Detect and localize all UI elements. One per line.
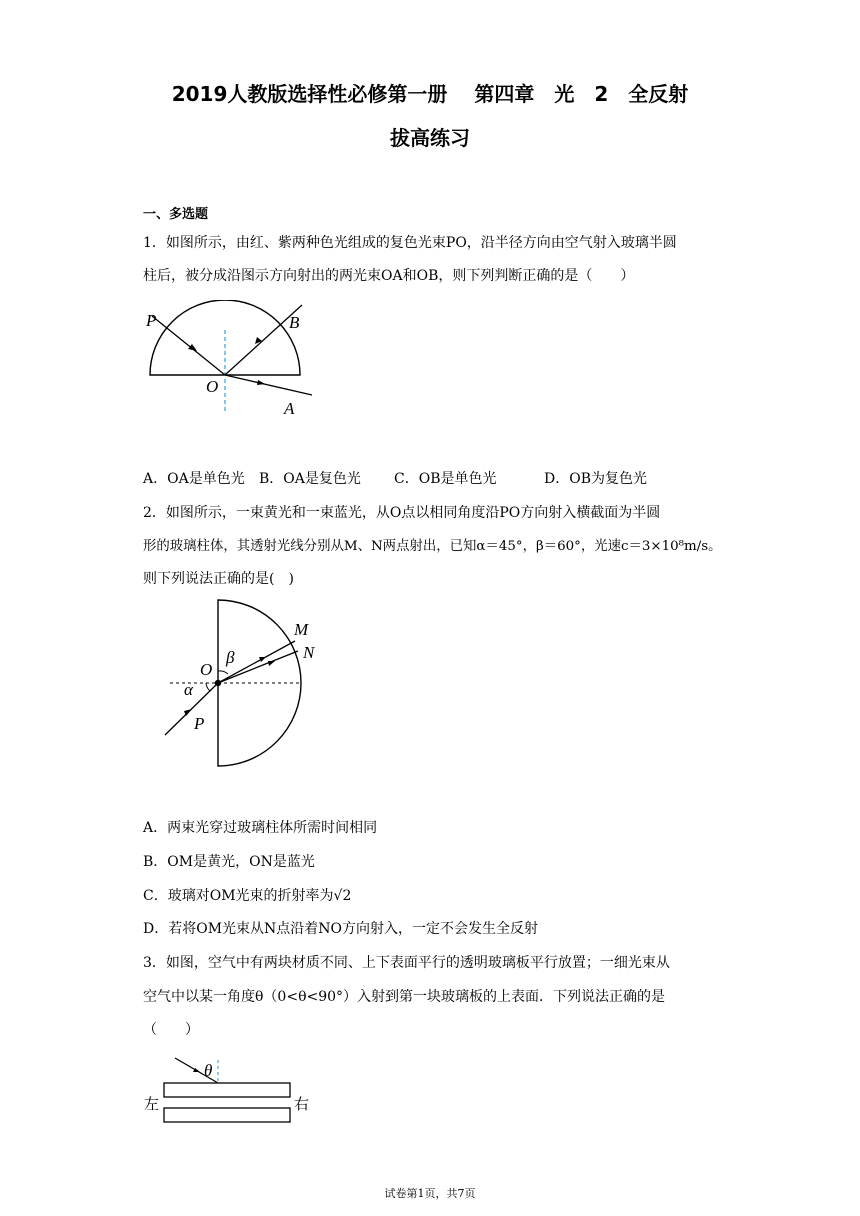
- q3-label-left: 左: [144, 1095, 160, 1113]
- q2-label-o: O: [200, 660, 213, 679]
- q2-figure: [160, 595, 320, 770]
- q2-label-alpha: α: [184, 680, 193, 699]
- q3-stem-line3: （ ）: [143, 1022, 199, 1038]
- document-title: 2019人教版选择性必修第一册 第四章 光 2 全反射: [171, 82, 689, 106]
- q3-plate-top: [164, 1083, 290, 1097]
- q3-label-right: 右: [294, 1095, 310, 1113]
- q1-option-a[interactable]: A．OA是单色光: [143, 471, 245, 487]
- page-footer: 试卷第1页，共7页: [384, 1187, 476, 1200]
- q2-option-c[interactable]: C．玻璃对OM光束的折射率为√2: [143, 888, 352, 904]
- q3-plate-bottom: [164, 1108, 290, 1122]
- section-heading: 一、多选题: [143, 207, 209, 222]
- q1-stem-line1: 1．如图所示，由红、紫两种色光组成的复色光束PO，沿半径方向由空气射入玻璃半圆: [143, 235, 677, 251]
- q1-options: [143, 468, 647, 488]
- q1-label-b: B: [289, 313, 300, 332]
- q1-stem-line2: 柱后，被分成沿图示方向射出的两光束OA和OB，则下列判断正确的是（ ）: [143, 268, 635, 284]
- q1-label-a: A: [284, 399, 295, 418]
- q2-option-a[interactable]: A．两束光穿过玻璃柱体所需时间相同: [143, 820, 378, 836]
- q3-stem-line1: 3．如图，空气中有两块材质不同、上下表面平行的透明玻璃板平行放置；一细光束从: [143, 955, 670, 971]
- document-subtitle: 拔高练习: [390, 126, 470, 150]
- q2-stem-line2: 形的玻璃柱体，其透射光线分别从M、N两点射出，已知α＝45°，β＝60°，光速c＝3×10⁸m/s。: [143, 539, 722, 554]
- q2-label-n: N: [303, 643, 315, 662]
- q3-figure: [140, 1050, 320, 1130]
- q2-stem-line1: 2．如图所示，一束黄光和一束蓝光，从O点以相同角度沿PO方向射入横截面为半圆: [143, 505, 661, 521]
- q3-stem-line2: 空气中以某一角度θ（0<θ<90°）入射到第一块玻璃板的上表面．下列说法正确的是: [143, 989, 666, 1005]
- q2-label-p: P: [194, 714, 205, 733]
- q1-option-c[interactable]: C．OB是单色光: [394, 471, 497, 487]
- q2-option-d[interactable]: D．若将OM光束从N点沿着NO方向射入，一定不会发生全反射: [143, 921, 539, 937]
- q2-label-beta: β: [226, 648, 235, 667]
- q2-stem-line3: 则下列说法正确的是( ): [143, 571, 294, 587]
- q1-label-o: O: [206, 377, 219, 396]
- q1-option-b[interactable]: B．OA是复色光: [259, 471, 361, 487]
- q1-option-d[interactable]: D．OB为复色光: [544, 471, 647, 487]
- q1-label-p: P: [146, 311, 157, 330]
- q1-figure: [140, 300, 330, 430]
- q3-label-theta: θ: [204, 1061, 213, 1080]
- q2-option-b[interactable]: B．OM是黄光，ON是蓝光: [143, 854, 315, 870]
- q2-label-m: M: [294, 620, 309, 639]
